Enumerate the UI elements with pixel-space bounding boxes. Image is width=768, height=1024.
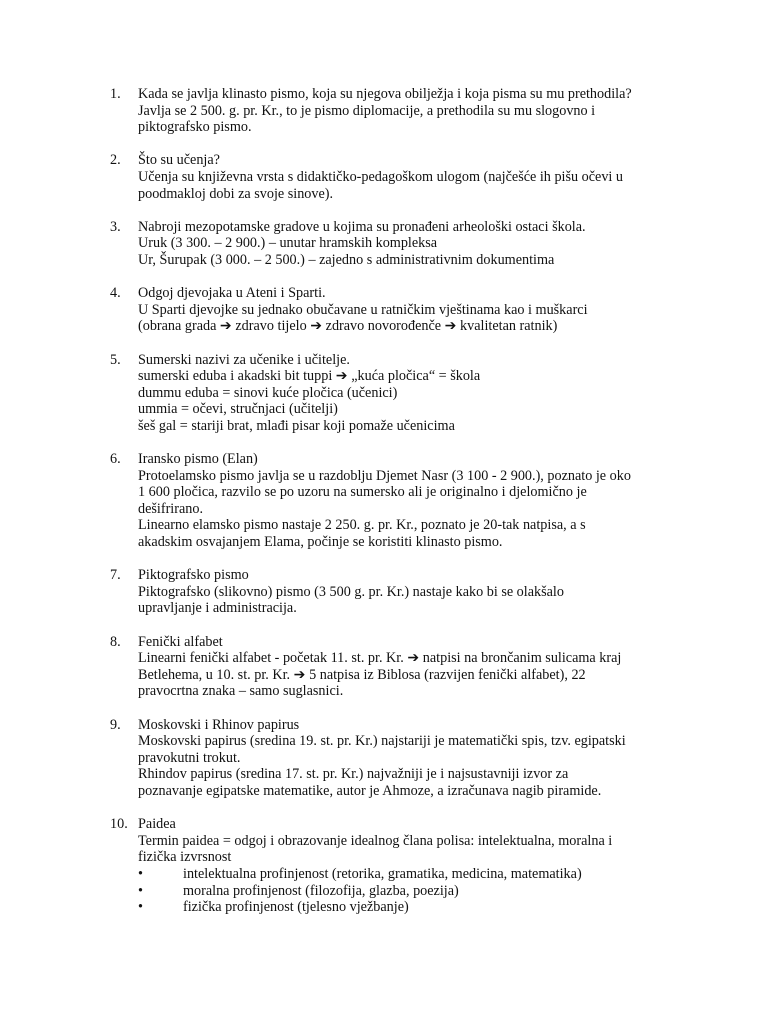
answer-line: ummia = očevi, stručnjaci (učitelji) (138, 401, 338, 418)
question-10 (0, 816, 768, 916)
answer-line: poodmakloj dobi za svoje sinove). (138, 185, 334, 202)
answer-line: Učenja su književna vrsta s didaktičko-pedagoškom ulogom (najčešće ih pišu očevi u (138, 168, 624, 185)
answer-line: Ur, Šurupak (3 000. – 2 500.) – zajedno s administrativnim dokumentima (138, 251, 555, 268)
question-8 (0, 634, 768, 700)
question-number: 1. (110, 86, 121, 102)
bullet-icon: • (138, 865, 143, 882)
question-text: Odgoj djevojaka u Ateni i Sparti. (138, 285, 326, 302)
question-number: 8. (110, 633, 121, 650)
question-1 (0, 86, 768, 136)
document-page (0, 86, 768, 932)
question-text: Nabroji mezopotamske gradove u kojima su pronađeni arheološki ostaci škola. (138, 218, 586, 235)
answer-line: poznavanje egipatske matematike, autor je Ahmoze, a izračunava nagib piramide. (138, 782, 602, 799)
question-number: 5. (110, 351, 121, 368)
answer-line: Javlja se 2 500. g. pr. Kr., to je pismo diplomacije, a prethodila su mu slogovno i (138, 102, 596, 119)
answer-line: fizička izvrsnost (138, 849, 232, 866)
question-6 (0, 451, 768, 551)
question-text: Moskovski i Rhinov papirus (138, 716, 300, 733)
answer-line: U Sparti djevojke su jednako obučavane u ratničkim vještinama kao i muškarci (138, 301, 588, 318)
answer-line: Betlehema, u 10. st. pr. Kr. ➔ 5 natpisa iz Biblosa (razvijen fenički alfabet), 22 (138, 666, 586, 683)
answer-line: sumerski eduba i akadski bit tuppi ➔ „kuća pločica“ = škola (138, 368, 481, 385)
question-text: Iransko pismo (Elan) (138, 451, 258, 468)
question-number: 3. (110, 218, 121, 235)
question-number: 9. (110, 716, 121, 733)
question-2 (0, 152, 768, 202)
question-3 (0, 219, 768, 269)
answer-line: pravokutni trokut. (138, 749, 241, 766)
answer-line: Termin paidea = odgoj i obrazovanje idealnog člana polisa: intelektualna, moralna i (138, 832, 613, 849)
answer-line: akadskim osvajanjem Elama, počinje se koristiti klinasto pismo. (138, 534, 503, 551)
answer-line: 1 600 pločica, razvilo se po uzoru na sumersko ali je originalno i djelomično je (138, 484, 587, 501)
answer-line: pravocrtna znaka – samo suglasnici. (138, 683, 344, 700)
answer-line: Linearni fenički alfabet - početak 11. st. pr. Kr. ➔ natpisi na brončanim sulicama kraj (138, 650, 622, 667)
bullet-text: moralna profinjenost (filozofija, glazba, poezija) (183, 882, 459, 899)
bullet-item (138, 899, 698, 916)
question-5 (0, 352, 768, 435)
question-text: Paidea (138, 816, 176, 833)
question-text: Što su učenja? (138, 152, 220, 169)
answer-line: šeš gal = stariji brat, mlađi pisar koji pomaže učenicima (138, 417, 455, 434)
answer-line: Moskovski papirus (sredina 19. st. pr. Kr.) najstariji je matematički spis, tzv. egipatski (138, 733, 626, 750)
bullet-icon: • (138, 882, 143, 899)
answer-line: Protoelamsko pismo javlja se u razdoblju Djemet Nasr (3 100 - 2 900.), poznato je oko (138, 467, 631, 484)
answer-line: Piktografsko (slikovno) pismo (3 500 g. pr. Kr.) nastaje kako bi se olakšalo (138, 583, 564, 600)
question-text: Fenički alfabet (138, 633, 223, 650)
question-7 (0, 567, 768, 617)
question-number: 10. (110, 816, 128, 833)
question-text: Kada se javlja klinasto pismo, koja su njegova obilježja i koja pisma su mu prethodila? (138, 86, 632, 102)
answer-line: piktografsko pismo. (138, 119, 252, 136)
bullet-text: intelektualna profinjenost (retorika, gramatika, medicina, matematika) (183, 865, 582, 882)
answer-line: Linearno elamsko pismo nastaje 2 250. g. pr. Kr., poznato je 20-tak natpisa, a s (138, 517, 586, 534)
question-number: 2. (110, 152, 121, 169)
answer-line: (obrana grada ➔ zdravo tijelo ➔ zdravo novorođenče ➔ kvalitetan ratnik) (138, 318, 558, 335)
answer-line: Rhindov papirus (sredina 17. st. pr. Kr.) najvažniji je i najsustavniji izvor za (138, 766, 569, 783)
bullet-item (138, 866, 698, 883)
bullet-icon: • (138, 899, 143, 916)
answer-line: dummu eduba = sinovi kuće pločica (učenici) (138, 384, 398, 401)
question-text: Sumerski nazivi za učenike i učitelje. (138, 351, 350, 368)
question-text: Piktografsko pismo (138, 567, 249, 584)
question-4 (0, 285, 768, 335)
answer-line: Uruk (3 300. – 2 900.) – unutar hramskih kompleksa (138, 235, 438, 252)
question-9 (0, 717, 768, 800)
answer-line: dešifrirano. (138, 500, 204, 517)
bullet-text: fizička profinjenost (tjelesno vježbanje) (183, 899, 409, 916)
bullet-item (138, 883, 698, 900)
question-number: 6. (110, 451, 121, 468)
answer-line: upravljanje i administracija. (138, 600, 297, 617)
question-number: 7. (110, 567, 121, 584)
question-number: 4. (110, 285, 121, 302)
